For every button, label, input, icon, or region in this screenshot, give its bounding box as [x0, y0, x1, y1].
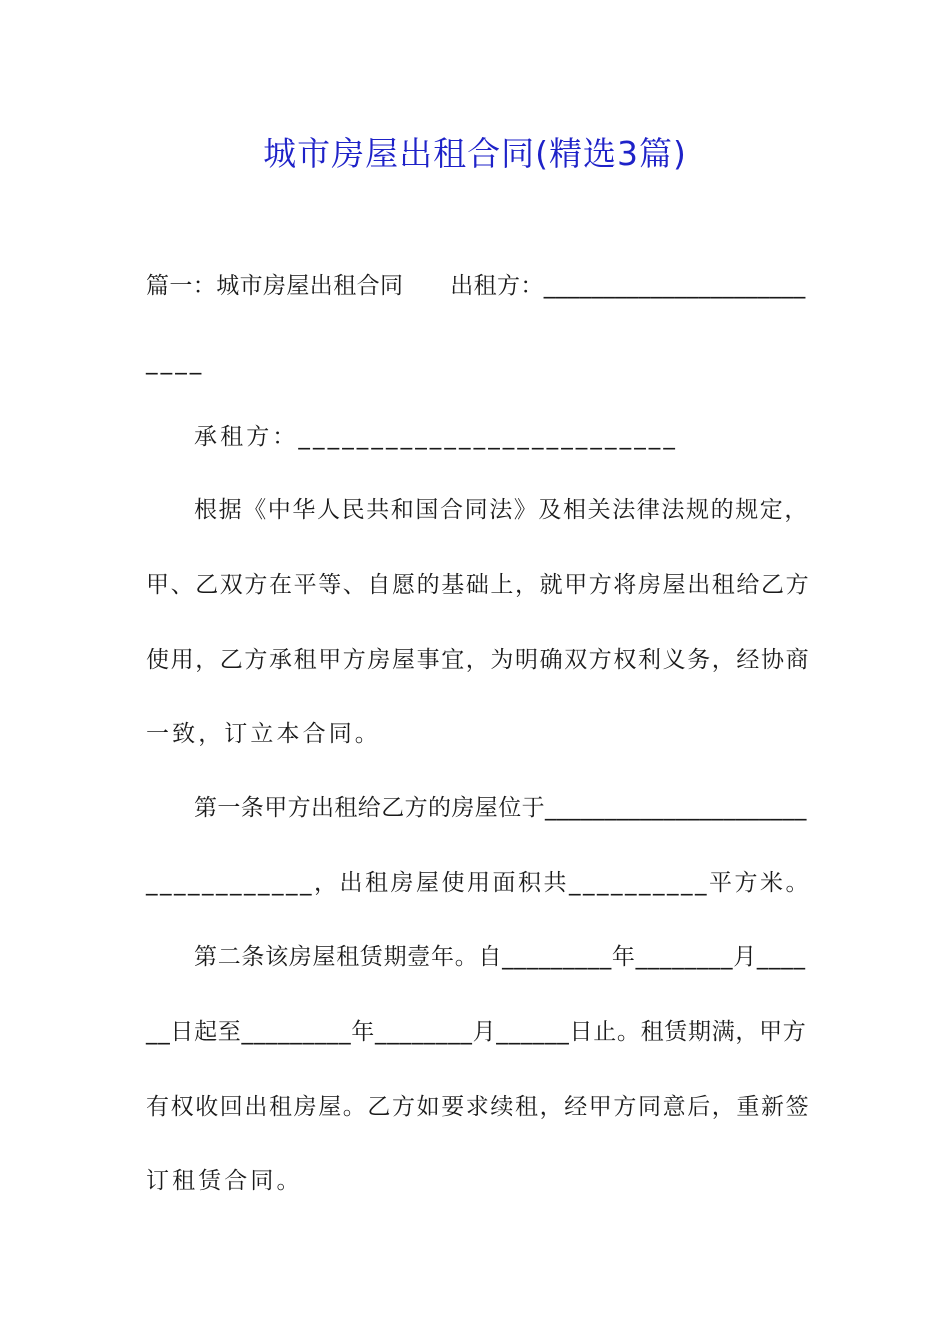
text-line: 承租方：__________________________ [194, 424, 678, 450]
text-line: 根据《中华人民共和国合同法》及相关法律法规的规定， [194, 497, 809, 523]
text-line: __日起至_________年________月______日止。租赁期满，甲方 [146, 1019, 807, 1045]
text-line: 使用，乙方承租甲方房屋事宜，为明确双方权利义务，经协商 [146, 647, 811, 673]
text-line: 篇一：城市房屋出租合同 出租方：______________________ [146, 273, 806, 299]
text-line: 订租赁合同。 [146, 1168, 303, 1194]
text-line: ____________，出租房屋使用面积共__________平方米。 [146, 870, 811, 896]
document-title: 城市房屋出租合同(精选3篇) [263, 134, 687, 173]
text-line: 第一条甲方出租给乙方的房屋位于______________________ [194, 795, 807, 821]
text-line: ____ [146, 349, 205, 375]
text-line: 一致，订立本合同。 [146, 721, 381, 747]
text-line: 有权收回出租房屋。乙方如要求续租，经甲方同意后，重新签 [146, 1094, 811, 1120]
text-line: 甲、乙双方在平等、自愿的基础上，就甲方将房屋出租给乙方 [146, 572, 811, 598]
text-line: 第二条该房屋租赁期壹年。自_________年________月____ [194, 944, 806, 970]
